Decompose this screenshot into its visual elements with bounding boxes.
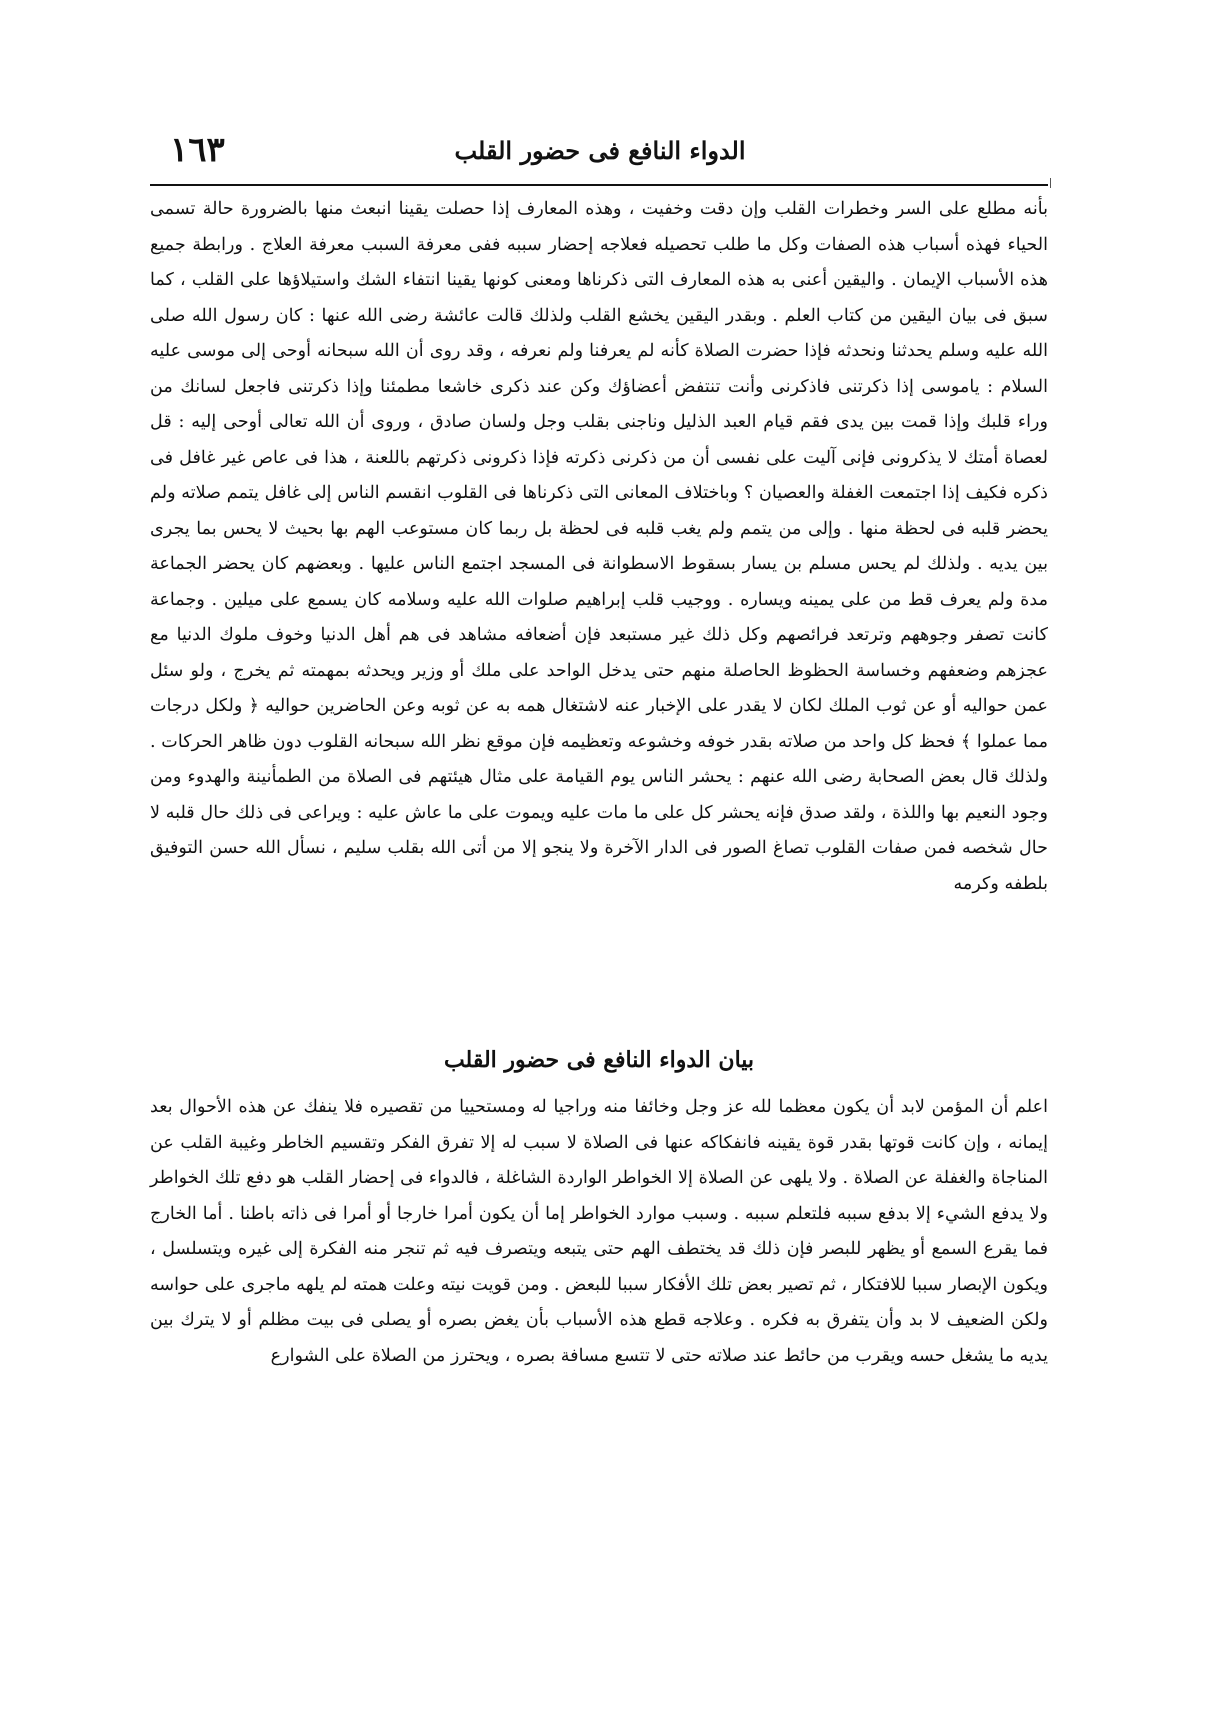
section-text	[150, 1090, 1048, 1374]
header-rule	[150, 184, 1048, 186]
page-header	[150, 130, 1050, 182]
section-heading: بيان الدواء النافع فى حضور القلب	[443, 1047, 755, 1073]
header-rule-mark	[1050, 178, 1051, 188]
running-title: الدواء النافع فى حضور القلب	[454, 136, 746, 165]
paragraph: بأنه مطلع على السر وخطرات القلب وإن دقت وخفيت ، وهذه المعارف إذا حصلت يقينا انبعث منها بالضرورة حالة تسمى الحياء فهذه أسباب هذه الصفات وكل ما طلب تحصيله فعلاجه إحضار سببه ففى معرفة السبب معرفة العلاج . ورابطة جميع هذه الأسباب الإيمان . واليقين أعنى به هذه المعارف التى ذكرناها ومعنى كونها يقينا انتفاء الشك واستيلاؤها على القلب ، كما سبق فى بيان اليقين من كتاب العلم . وبقدر اليقين يخشع القلب ولذلك قالت عائشة رضى الله عنها : كان رسول الله صلى الله عليه وسلم يحدثنا ونحدثه فإذا حضرت الصلاة كأنه لم يعرفنا ولم نعرفه ، وقد روى أن الله سبحانه أوحى إلى موسى عليه السلام : ياموسى إذا ذكرتنى فاذكرنى وأنت تنتفض أعضاؤك وكن عند ذكرى خاشعا مطمئنا وإذا ذكرتنى فاجعل لسانك من وراء قلبك وإذا قمت بين يدى فقم قيام العبد الذليل وناجنى بقلب وجل ولسان صادق ، وروى أن الله تعالى أوحى إليه : قل لعصاة أمتك لا يذكرونى فإنى آليت على نفسى أن من ذكرنى ذكرته فإذا ذكرونى ذكرتهم باللعنة ، هذا فى عاص غير غافل فى ذكره فكيف إذا اجتمعت الغفلة والعصيان ؟ وباختلاف المعانى التى ذكرناها فى القلوب انقسم الناس إلى غافل يتمم صلاته ولم يحضر قلبه فى لحظة منها . وإلى من يتمم ولم يغب قلبه فى لحظة بل ربما كان مستوعب الهم بها بحيث لا يحس بما يجرى بين يديه . ولذلك لم يحس مسلم بن يسار بسقوط الاسطوانة فى المسجد اجتمع الناس عليها . وبعضهم كان يحضر الجماعة مدة ولم يعرف قط من على يمينه ويساره . ووجيب قلب إبراهيم صلوات الله عليه وسلامه كان يسمع على ميلين . وجماعة كانت تصفر وجوههم وترتعد فرائصهم وكل ذلك غير مستبعد فإن أضعافه مشاهد فى هم أهل الدنيا وخوف ملوك الدنيا مع عجزهم وضعفهم وخساسة الحظوظ الحاصلة منهم حتى يدخل الواحد على ملك أو وزير ويحدثه بمهمته ثم يخرج ، ولو سئل عمن حواليه أو عن ثوب الملك لكان لا يقدر على الإخبار عنه لاشتغال همه به عن ثوبه وعن الحاضرين حواليه ﴿ ولكل درجات مما عملوا ﴾ فحظ كل واحد من صلاته بقدر خوفه وخشوعه وتعظيمه فإن موقع نظر الله سبحانه القلوب دون ظاهر الحركات . ولذلك قال بعض الصحابة رضى الله عنهم : يحشر الناس يوم القيامة على مثال هيئتهم فى الصلاة من الطمأنينة والهدوء ومن وجود النعيم بها واللذة ، ولقد صدق فإنه يحشر كل على ما مات عليه ويموت على ما عاش عليه : ويراعى فى ذلك حال قلبه لا حال شخصه فمن صفات القلوب تصاغ الصور فى الدار الآخرة ولا ينجو إلا من أتى الله بقلب سليم ، نسأل الله حسن التوفيق بلطفه وكرمه	[150, 199, 1048, 894]
page-number: ١٦٣	[170, 130, 225, 170]
main-text	[150, 192, 1048, 902]
paragraph: اعلم أن المؤمن لابد أن يكون معظما لله عز وجل وخائفا منه وراجيا له ومستحييا من تقصيره فلا ينفك عن هذه الأحوال بعد إيمانه ، وإن كانت قوتها بقدر قوة يقينه فانفكاكه عنها فى الصلاة لا سبب له إلا تفرق الفكر وتقسيم الخاطر وغيبة القلب عن المناجاة والغفلة عن الصلاة . ولا يلهى عن الصلاة إلا الخواطر الواردة الشاغلة ، فالدواء فى إحضار القلب هو دفع تلك الخواطر ولا يدفع الشيء إلا بدفع سببه فلتعلم سببه . وسبب موارد الخواطر إما أن يكون أمرا خارجا أو أمرا فى ذاته باطنا . أما الخارج فما يقرع السمع أو يظهر للبصر فإن ذلك قد يختطف الهم حتى يتبعه ويتصرف فيه ثم تنجر منه الفكرة إلى غيره ويتسلسل ، ويكون الإبصار سببا للافتكار ، ثم تصير بعض تلك الأفكار سببا للبعض . ومن قويت نيته وعلت همته لم يلهه ماجرى على حواسه ولكن الضعيف لا بد وأن يتفرق به فكره . وعلاجه قطع هذه الأسباب بأن يغض بصره أو يصلى فى بيت مظلم أو لا يترك بين يديه ما يشغل حسه ويقرب من حائط عند صلاته حتى لا تتسع مسافة بصره ، ويحترز من الصلاة على الشوارع	[150, 1097, 1048, 1366]
